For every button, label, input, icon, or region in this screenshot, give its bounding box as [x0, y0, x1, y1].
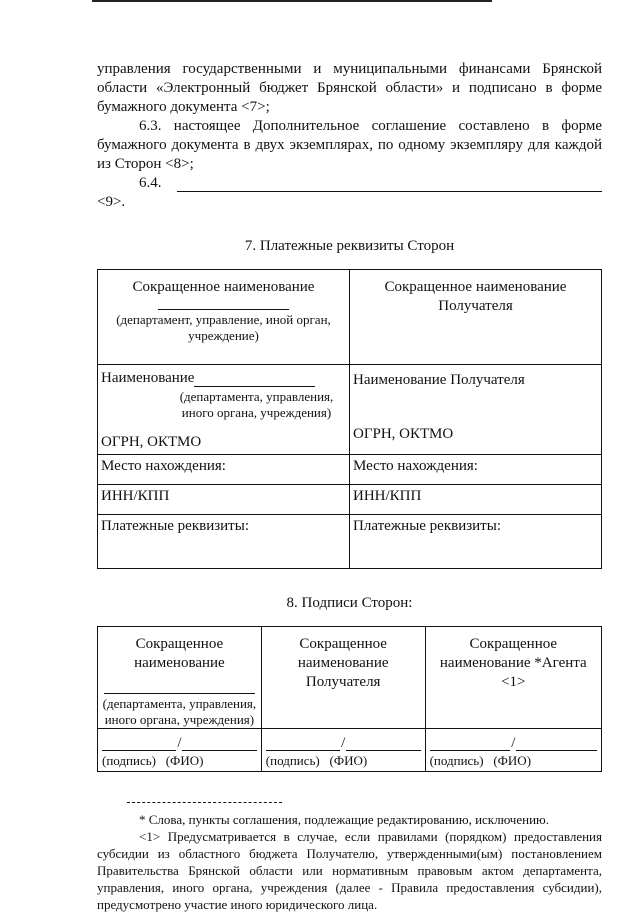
table-row — [98, 455, 602, 485]
right-header-label: Сокращенное наименование Получателя — [384, 279, 567, 314]
right-ogrn-label: ОГРН, ОКТМО — [353, 426, 454, 442]
fio-caption: (ФИО) — [165, 753, 204, 768]
paragraph-6-4 — [97, 174, 602, 193]
sign-caption: (подпись) — [265, 753, 320, 768]
left-name-row — [98, 369, 349, 389]
signatures-table — [97, 626, 602, 772]
footnote-separator — [127, 802, 282, 803]
sign-col3-label: Сокращенное наименование *Агента <1> — [439, 636, 587, 690]
sign-col3-field — [425, 729, 601, 772]
table-row — [98, 515, 602, 569]
paragraph-6-4-number: 6.4. — [139, 175, 162, 191]
fio-blank — [182, 734, 256, 751]
right-inn-cell — [350, 485, 602, 515]
signature-line — [102, 735, 257, 751]
signature-caption — [98, 751, 261, 771]
table-row — [98, 485, 602, 515]
sign-col1-label: Сокращенное наименование — [134, 636, 225, 671]
right-name-cell — [350, 365, 602, 455]
signature-blank — [266, 734, 340, 751]
signature-slash: / — [341, 735, 346, 751]
left-payment-cell — [98, 515, 350, 569]
sign-col1-blank-line — [104, 693, 255, 694]
left-name-note: (департамента, управления, иного органа, учреждения) — [179, 389, 334, 420]
left-name-cell — [98, 365, 350, 455]
table-row — [98, 627, 602, 729]
right-header-cell — [350, 270, 602, 365]
sign-col2-header — [261, 627, 425, 729]
payment-details-table — [97, 269, 602, 569]
left-location-cell — [98, 455, 350, 485]
sign-caption: (подпись) — [429, 753, 484, 768]
right-payment-cell — [350, 515, 602, 569]
paragraph-6-3: 6.3. настоящее Дополнительное соглашение составлено в форме бумажного документа в двух экземплярах, по одному экземпляру для каждой из Сторон <8>; — [97, 118, 602, 172]
left-payment-label: Платежные реквизиты: — [101, 518, 249, 534]
paragraph-6-2-tail: управления государственными и муниципальными финансами Брянской области «Электронный бюджет Брянской области» и подписано в форме бумажного документа <7>; — [97, 61, 602, 115]
right-location-cell — [350, 455, 602, 485]
fio-caption: (ФИО) — [493, 753, 532, 768]
signature-blank — [430, 734, 511, 751]
signature-line — [266, 735, 421, 751]
signature-slash: / — [511, 735, 516, 751]
right-location-label: Место нахождения: — [353, 458, 478, 474]
paragraph-6-4-blank-line — [177, 191, 602, 192]
right-inn-label: ИНН/КПП — [353, 488, 422, 504]
fio-blank — [346, 734, 420, 751]
paragraph-6-4-tail: <9>. — [97, 194, 126, 210]
fio-caption: (ФИО) — [329, 753, 368, 768]
left-name-label: Наименование — [101, 370, 195, 386]
left-inn-label: ИНН/КПП — [101, 488, 170, 504]
footnote-star: * Слова, пункты соглашения, подлежащие редактированию, исключению. — [139, 812, 549, 827]
sign-col1-note: (департамента, управления, иного органа, учреждения) — [102, 696, 257, 727]
section-7-title: 7. Платежные реквизиты Сторон — [244, 238, 455, 254]
signature-line — [430, 735, 597, 751]
right-payment-label: Платежные реквизиты: — [353, 518, 501, 534]
left-ogrn-label: ОГРН, ОКТМО — [101, 434, 202, 450]
document-page — [97, 60, 602, 913]
table-row — [98, 365, 602, 455]
left-inn-cell — [98, 485, 350, 515]
left-header-label: Сокращенное наименование — [132, 279, 315, 295]
signature-caption — [426, 751, 601, 771]
signature-blank — [102, 734, 176, 751]
top-rule — [92, 0, 492, 2]
left-location-label: Место нахождения: — [101, 458, 226, 474]
fio-blank — [516, 734, 597, 751]
sign-col1-field — [98, 729, 262, 772]
sign-caption: (подпись) — [102, 753, 156, 768]
left-header-blank-line — [158, 309, 289, 310]
sign-col1-header — [98, 627, 262, 729]
left-header-note: (департамент, управление, иной орган, учреждение) — [116, 312, 331, 343]
right-name-label: Наименование Получателя — [353, 372, 525, 388]
footnote-1: <1> Предусматривается в случае, если правилами (порядком) предоставления субсидии из областного бюджета Получателю, утвержденными(ым) постановлением Правительства Брянской области или нормативным правовым актом департамента, управления, иного органа, учреждения (далее - Правила предоставления субсидии), предусмотрено участие иного юридического лица. — [97, 829, 602, 912]
sign-col3-header — [425, 627, 601, 729]
table-row — [98, 729, 602, 772]
left-header-cell — [98, 270, 350, 365]
sign-col2-field — [261, 729, 425, 772]
table-row — [98, 270, 602, 365]
signature-caption — [262, 751, 425, 771]
sign-col2-label: Сокращенное наименование Получателя — [297, 636, 389, 690]
signature-slash: / — [177, 735, 182, 751]
left-name-blank-line — [194, 386, 315, 387]
section-8-title: 8. Подписи Сторон: — [286, 595, 413, 611]
